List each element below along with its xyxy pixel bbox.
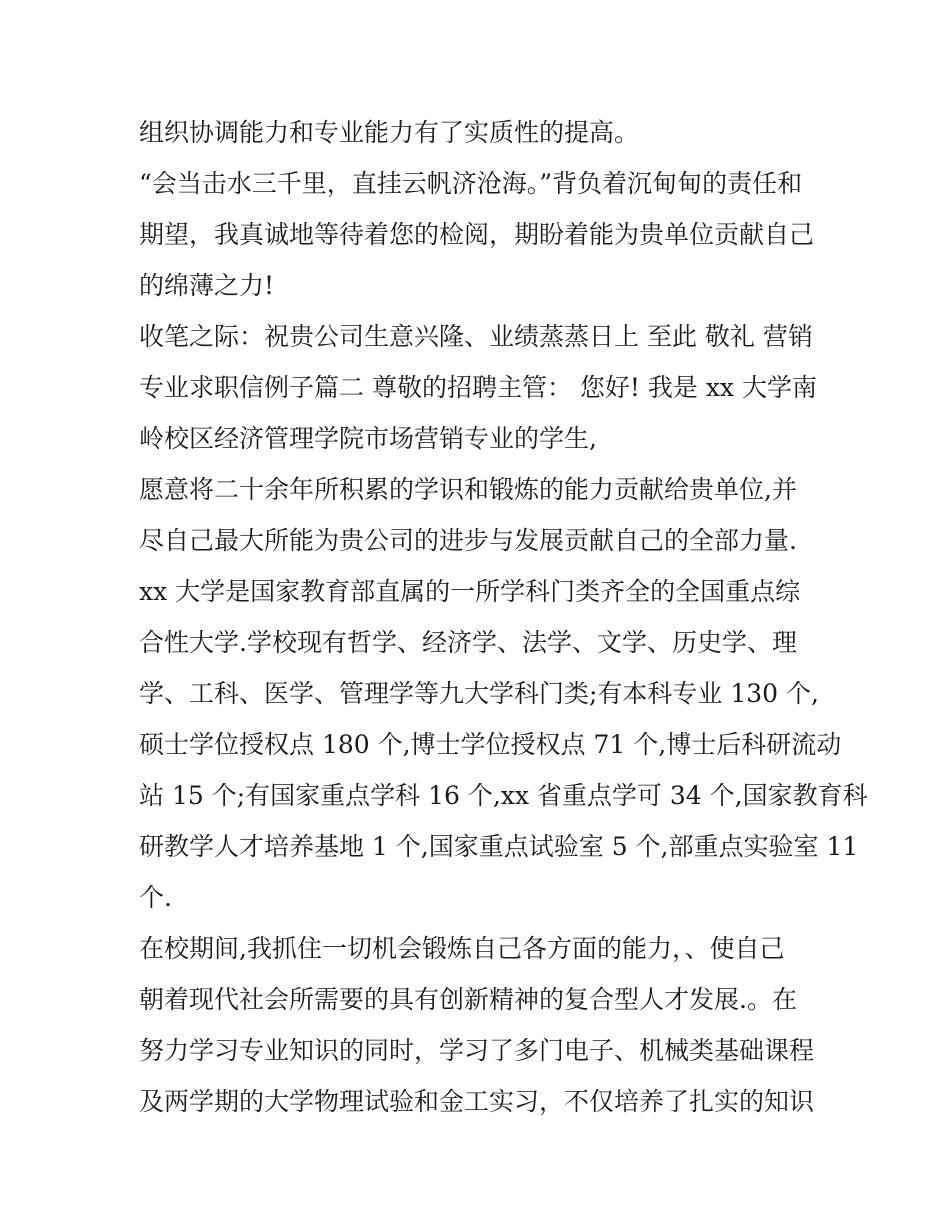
- text-line: 硕士学位授权点 180 个,博士学位授权点 71 个,博士后科研流动: [139, 730, 842, 759]
- text-line: 尽自己最大所能为贵公司的进步与发展贡献自己的全部力量.: [139, 526, 797, 555]
- text-line: 合性大学.学校现有哲学、经济学、法学、文学、历史学、理: [139, 628, 797, 657]
- text-line: 收笔之际：祝贵公司生意兴隆、业绩蒸蒸日上 至此 敬礼 营销: [139, 322, 813, 351]
- text-line: 个.: [139, 883, 172, 912]
- text-line: 的绵薄之力!: [139, 271, 275, 300]
- text-line: 专业求职信例子篇二 尊敬的招聘主管： 您好! 我是 xx 大学南: [139, 373, 817, 402]
- text-line: 站 15 个;有国家重点学科 16 个,xx 省重点学可 34 个,国家教育科: [139, 781, 868, 810]
- text-line: 及两学期的大学物理试验和金工实习，不仅培养了扎实的知识: [139, 1087, 815, 1116]
- body-text: [139, 107, 868, 1127]
- text-line: 在校期间,我抓住一切机会锻炼自己各方面的能力，、使自己: [139, 934, 785, 963]
- text-line: xx 大学是国家教育部直属的一所学科门类齐全的全国重点综: [139, 577, 801, 606]
- text-line: 愿意将二十余年所积累的学识和锻炼的能力贡献给贵单位,并: [139, 475, 797, 504]
- text-line: 期望，我真诚地等待着您的检阅，期盼着能为贵单位贡献自己: [139, 220, 815, 249]
- text-line: 努力学习专业知识的同时，学习了多门电子、机械类基础课程: [139, 1036, 815, 1065]
- text-line: 研教学人才培养基地 1 个,国家重点试验室 5 个,部重点实验室 11: [139, 832, 859, 861]
- text-line: 朝着现代社会所需要的具有创新精神的复合型人才发展.。在: [139, 985, 797, 1014]
- text-line: 学、工科、医学、管理学等九大学科门类;有本科专业 130 个,: [139, 679, 819, 708]
- text-line: “会当击水三千里，直挂云帆济沧海。”背负着沉甸甸的责任和: [139, 169, 803, 198]
- text-line: 岭校区经济管理学院市场营销专业的学生,: [139, 424, 597, 453]
- text-line: 组织协调能力和专业能力有了实质性的提高。: [139, 118, 640, 147]
